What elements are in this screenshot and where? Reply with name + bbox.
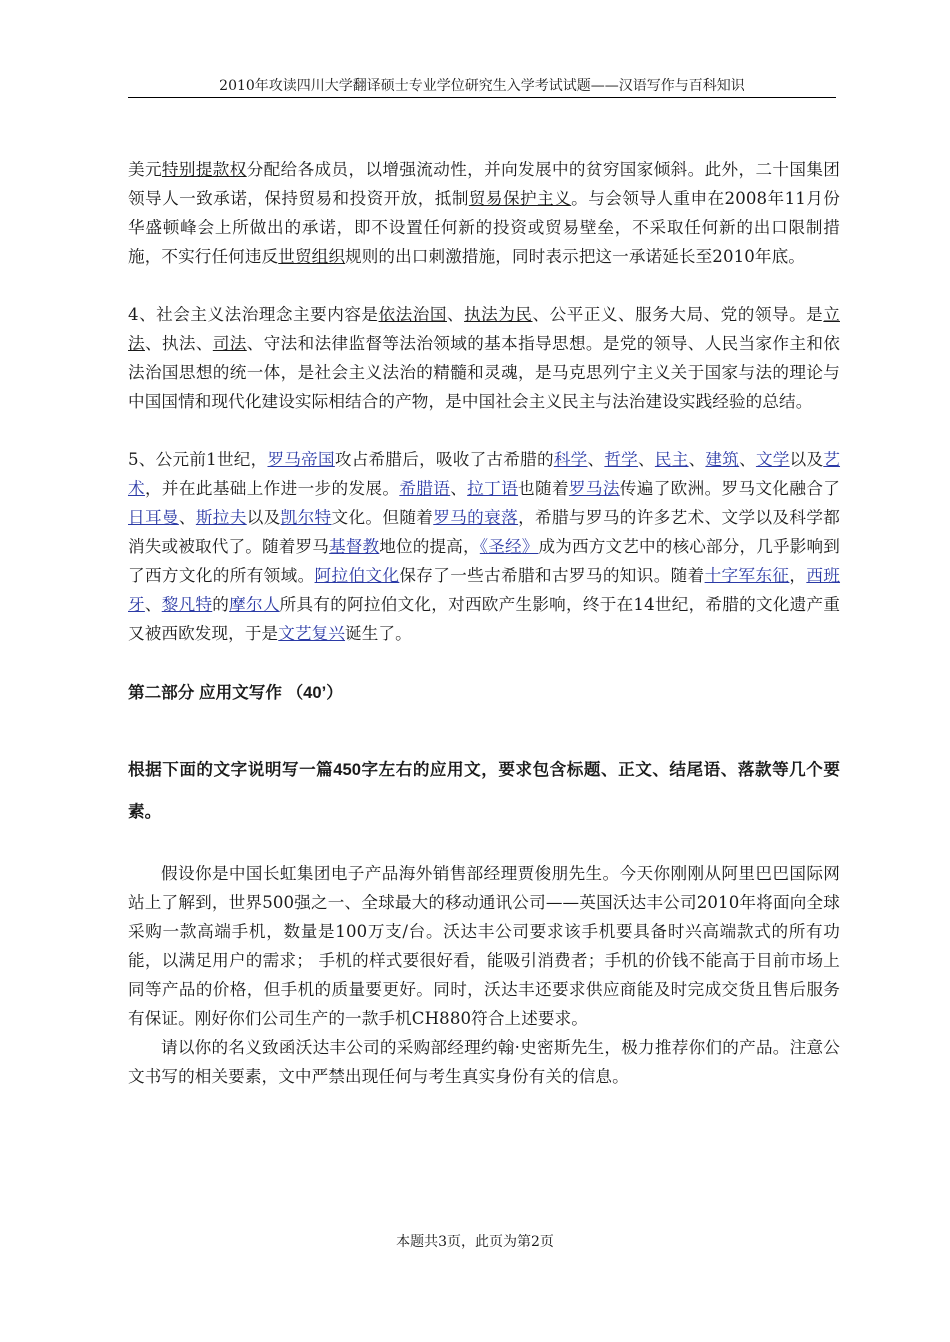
header-rule <box>128 97 836 98</box>
section-heading: 第二部分 应用文写作 （40’） <box>128 683 343 702</box>
link-moors[interactable]: 摩尔人 <box>229 595 280 614</box>
link-democracy[interactable]: 民主 <box>654 450 689 469</box>
text-run: 、 <box>446 305 465 324</box>
link-germanic[interactable]: 日耳曼 <box>128 508 179 527</box>
paragraph-roman-culture <box>128 445 840 648</box>
page-content <box>128 155 840 1091</box>
writing-instruction: 根据下面的文字说明写一篇450字左右的应用文，要求包含标题、正文、结尾语、落款等几个要素。 <box>128 760 840 821</box>
scenario-paragraph: 假设你是中国长虹集团电子产品海外销售部经理贾俊朋先生。今天你刚刚从阿里巴巴国际网站上了解到，世界500强之一、全球最大的移动通讯公司——英国沃达丰公司2010年将面向全球采购一款高端手机，数量是100万支/台。沃达丰公司要求该手机要具备时兴高端款式的所有功能，以满足用户的需求； 手机的样式要很好看，能吸引消费者；手机的价钱不能高于目前市场上同等产品的价格，但手机的质量要更好。同时，沃达丰还要求供应商能及时完成交货且售后服务有保证。刚好你们公司生产的一款手机CH880符合上述要求。 <box>128 864 840 1028</box>
link-science[interactable]: 科学 <box>553 450 588 469</box>
text-run: 规则的出口刺激措施，同时表示把这一承诺延长至2010年底。 <box>345 247 806 266</box>
text-run: ，希腊与罗马的许多艺术、文学以及科学都消失或被取代了。随着罗马 <box>128 508 840 556</box>
text-run: 文化。但随着 <box>331 508 434 527</box>
link-trade-protectionism[interactable]: 贸易保护主义 <box>468 189 572 208</box>
text-run: 保存了一些古希腊和古罗马的知识。随着 <box>399 566 705 585</box>
link-art[interactable]: 艺术 <box>128 450 841 498</box>
link-roman-law[interactable]: 罗马法 <box>568 479 620 498</box>
text-run: 、 <box>587 450 605 469</box>
text-run: 。与会领导人重申在2008年11月份华盛顿峰会上所做出的承诺，即不设置任何新的投资或贸易壁垒，不采取任何新的出口限制措施，不实行任何违反 <box>128 189 840 266</box>
paragraph-sdr <box>128 155 840 271</box>
text-run: 、 <box>638 450 655 469</box>
text-run: 5、公元前1世纪， <box>128 450 268 469</box>
text-run: 所具有的阿拉伯文化，对西欧产生影响，终于在14世纪，希腊的文化遗产重又被西欧发现，于是 <box>128 595 841 643</box>
link-renaissance[interactable]: 文艺复兴 <box>278 624 346 643</box>
link-greek-language[interactable]: 希腊语 <box>399 479 451 498</box>
text-run: 美元 <box>128 160 162 179</box>
text-run: 以及 <box>789 450 824 469</box>
text-run: 的 <box>212 595 230 614</box>
link-fall-of-rome[interactable]: 罗马的衰落 <box>433 508 519 527</box>
text-run: 4、社会主义法治理念主要内容是 <box>128 305 379 324</box>
link-literature[interactable]: 文学 <box>755 450 790 469</box>
link-levant[interactable]: 黎凡特 <box>161 595 213 614</box>
text-run: 地位的提高， <box>379 537 480 556</box>
text-run: 、 <box>450 479 468 498</box>
link-arab-culture[interactable]: 阿拉伯文化 <box>314 566 400 585</box>
link-latin[interactable]: 拉丁语 <box>467 479 519 498</box>
text-run: 也随着 <box>518 479 569 498</box>
text-run: ， <box>789 566 807 585</box>
text-run: 传遍了欧洲。罗马文化融合了 <box>619 479 840 498</box>
text-run: ，并在此基础上作进一步的发展。 <box>144 479 400 498</box>
link-architecture[interactable]: 建筑 <box>705 450 740 469</box>
text-run: 、守法和法律监督等法治领域的基本指导思想。是党的领导、人民当家作主和依法治国思想的统一体，是社会主义法治的精髓和灵魂，是马克思列宁主义关于国家与法的理论与中国国情和现代化建设实际相结合的产物，是中国社会主义民主与法治建设实践经验的总结。 <box>128 334 841 411</box>
link-rule-by-law[interactable]: 依法治国 <box>378 305 447 324</box>
text-run: 分配给各成员，以增强流动性，并向发展中的贫穷国家倾斜。此外，二十国集团领导人一致承诺，保持贸易和投资开放，抵制 <box>128 160 841 208</box>
link-judiciary[interactable]: 司法 <box>212 334 247 353</box>
text-run: 以及 <box>246 508 281 527</box>
link-slavic[interactable]: 斯拉夫 <box>195 508 247 527</box>
text-run: 、公平正义、服务大局、党的领导。是 <box>532 305 824 324</box>
text-run: 、 <box>144 595 162 614</box>
link-philosophy[interactable]: 哲学 <box>604 450 639 469</box>
text-run: 、 <box>688 450 706 469</box>
link-special-drawing-rights[interactable]: 特别提款权 <box>161 160 247 179</box>
link-roman-empire[interactable]: 罗马帝国 <box>267 450 335 469</box>
page-footer: 本题共3页，此页为第2页 <box>396 1234 554 1250</box>
link-bible[interactable]: 《圣经》 <box>479 537 539 556</box>
link-legislation[interactable]: 立法 <box>128 305 840 353</box>
link-celtic[interactable]: 凯尔特 <box>280 508 332 527</box>
text-run: 成为西方文艺中的核心部分，几乎影响到了西方文化的所有领域。 <box>128 537 840 585</box>
text-run: 、执法、 <box>144 334 213 353</box>
link-crusades[interactable]: 十字军东征 <box>704 566 790 585</box>
paragraph-rule-of-law <box>128 300 840 416</box>
link-law-for-people[interactable]: 执法为民 <box>464 305 533 324</box>
text-run: 诞生了。 <box>345 624 412 643</box>
page-header: 2010年攻读四川大学翻译硕士专业学位研究生入学考试试题——汉语写作与百科知识 <box>219 78 745 94</box>
link-wto[interactable]: 世贸组织 <box>278 247 346 266</box>
text-run: 攻占希腊后，吸收了古希腊的 <box>334 450 554 469</box>
text-run: 、 <box>178 508 196 527</box>
link-christianity[interactable]: 基督教 <box>329 537 380 556</box>
text-run: 、 <box>739 450 756 469</box>
task-paragraph: 请以你的名义致函沃达丰公司的采购部经理约翰·史密斯先生，极力推荐你们的产品。注意公文书写的相关要素，文中严禁出现任何与考生真实身份有关的信息。 <box>128 1038 840 1086</box>
link-spain[interactable]: 西班牙 <box>128 566 841 614</box>
